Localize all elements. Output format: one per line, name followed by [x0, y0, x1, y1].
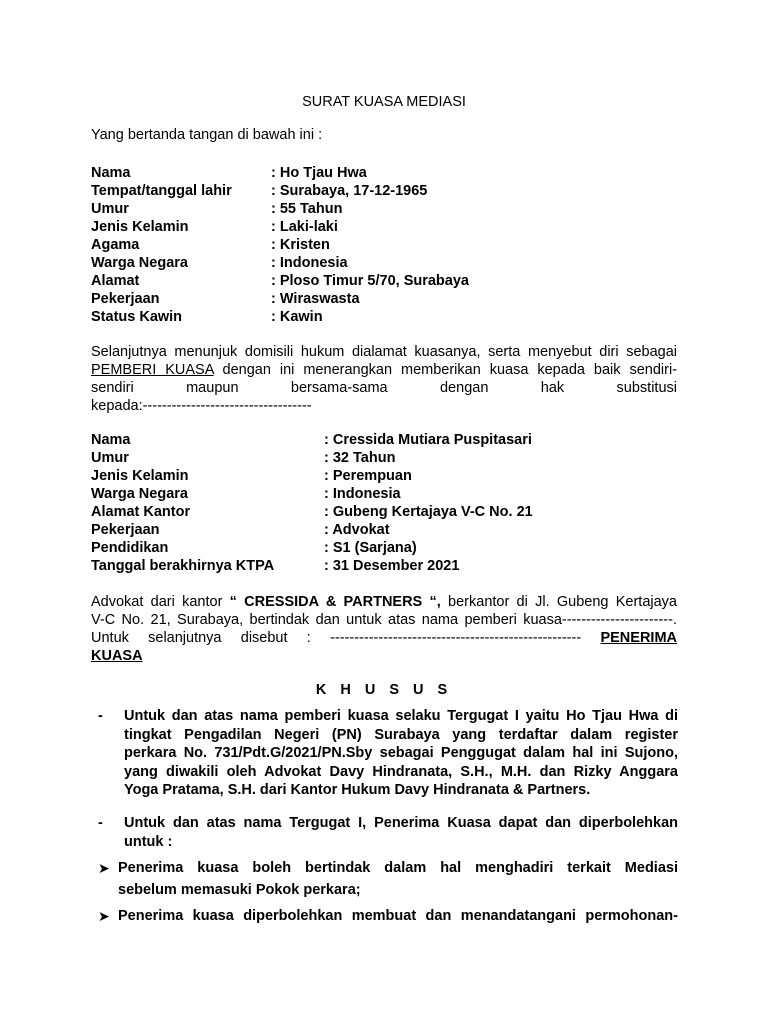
list-item-text — [118, 857, 678, 901]
penerima-kuasa-term: PENERIMA — [600, 630, 678, 646]
field-label: Warga Negara — [91, 255, 188, 271]
field-label: Alamat Kantor — [91, 504, 191, 520]
list-line: Untuk dan atas nama Tergugat I, Penerima Kuasa dapat dan diperbolehkan — [124, 815, 678, 831]
list-item-text — [118, 905, 678, 927]
list-line: sebelum memasuki Pokok perkara; — [118, 882, 361, 898]
identity-row — [91, 254, 691, 272]
identity-row — [91, 467, 691, 485]
field-label: Umur — [91, 450, 129, 466]
field-value: : Indonesia — [271, 255, 348, 271]
field-value: : Surabaya, 17-12-1965 — [271, 183, 428, 199]
paragraph-line: sendiri maupun bersama-sama dengan hak substitusi — [91, 380, 677, 396]
paragraph-line — [91, 593, 677, 611]
field-value: : Cressida Mutiara Puspitasari — [324, 432, 532, 448]
pemberi-kuasa-identity — [91, 164, 691, 326]
intro-text: Yang bertanda tangan di bawah ini : — [91, 127, 323, 143]
identity-row — [91, 449, 691, 467]
field-label: Nama — [91, 165, 131, 181]
identity-row — [91, 431, 691, 449]
identity-row — [91, 521, 691, 539]
paragraph-text: dengan ini menerangkan memberikan kuasa kepada baik sendiri- — [213, 362, 678, 378]
paragraph-text: berkantor di Jl. Gubeng Kertajaya — [440, 594, 677, 610]
list-line: Yoga Pratama, S.H. dari Kantor Hukum Davy Hindranata & Partners. — [124, 782, 591, 798]
paragraph-text: Advokat dari kantor — [91, 594, 230, 610]
arrow-list-item — [98, 905, 678, 927]
field-label: Agama — [91, 237, 140, 253]
dash-bullet: - — [98, 708, 103, 724]
field-value: : Gubeng Kertajaya V-C No. 21 — [324, 504, 533, 520]
field-label: Jenis Kelamin — [91, 468, 189, 484]
field-label: Pekerjaan — [91, 291, 160, 307]
pemberi-kuasa-term: PEMBERI KUASA — [91, 362, 214, 378]
arrow-bullet-icon: ➤ — [98, 908, 110, 924]
advokat-paragraph — [91, 593, 677, 665]
domisili-paragraph — [91, 343, 677, 415]
paragraph-line — [91, 629, 677, 647]
field-label: Warga Negara — [91, 486, 188, 502]
field-value: : Kristen — [271, 237, 330, 253]
firm-name: “ CRESSIDA & PARTNERS “, — [229, 594, 441, 610]
arrow-bullet-icon: ➤ — [98, 860, 110, 876]
identity-row — [91, 200, 691, 218]
field-label: Tempat/tanggal lahir — [91, 183, 232, 199]
field-label: Nama — [91, 432, 131, 448]
field-value: : 31 Desember 2021 — [324, 558, 460, 574]
field-value: : Kawin — [271, 309, 323, 325]
dash-list-item — [98, 707, 678, 800]
list-item-text — [124, 707, 678, 800]
field-label: Pekerjaan — [91, 522, 160, 538]
list-line: Penerima kuasa diperbolehkan membuat dan menandatangani permohonan- — [118, 908, 678, 924]
paragraph-line: kepada:----------------------------------- — [91, 398, 312, 414]
field-value: : Advokat — [324, 522, 390, 538]
identity-row — [91, 236, 691, 254]
list-line: tingkat Pengadilan Negeri (PN) Surabaya yang terdaftar dalam register — [124, 726, 678, 743]
field-value: : Ho Tjau Hwa — [271, 165, 367, 181]
field-label: Pendidikan — [91, 540, 169, 556]
paragraph-line — [91, 361, 677, 379]
field-label: Status Kawin — [91, 309, 183, 325]
field-label: Alamat — [91, 273, 140, 289]
field-value: : Perempuan — [324, 468, 412, 484]
identity-row — [91, 272, 691, 290]
identity-row — [91, 557, 691, 575]
identity-row — [91, 539, 691, 557]
penerima-kuasa-identity — [91, 431, 691, 575]
list-item-text — [124, 814, 678, 851]
list-line: Untuk dan atas nama pemberi kuasa selaku Tergugat I yaitu Ho Tjau Hwa di — [124, 708, 678, 724]
identity-row — [91, 164, 691, 182]
arrow-list-item — [98, 857, 678, 901]
document-title: SURAT KUASA MEDIASI — [302, 94, 466, 110]
identity-row — [91, 485, 691, 503]
field-value: : S1 (Sarjana) — [324, 540, 417, 556]
list-line: yang diwakili oleh Advokat Davy Hindranata, S.H., M.H. dan Rizky Anggara — [124, 763, 678, 780]
list-line: perkara No. 731/Pdt.G/2021/PN.Sby sebagai Penggugat dalam hal ini Sujono, — [124, 745, 678, 761]
field-label: Umur — [91, 201, 129, 217]
field-value: : Indonesia — [324, 486, 401, 502]
field-label: Tanggal berakhirnya KTPA — [91, 558, 275, 574]
field-value: : 55 Tahun — [271, 201, 343, 217]
field-value: : 32 Tahun — [324, 450, 396, 466]
identity-row — [91, 503, 691, 521]
field-value: : Wiraswasta — [271, 291, 360, 307]
paragraph-line: V-C No. 21, Surabaya, bertindak dan untuk atas nama pemberi kuasa-----------------------. — [91, 612, 677, 628]
identity-row — [91, 308, 691, 326]
penerima-kuasa-term: KUASA — [91, 648, 143, 664]
dash-bullet: - — [98, 815, 103, 831]
field-value: : Ploso Timur 5/70, Surabaya — [271, 273, 469, 289]
identity-row — [91, 182, 691, 200]
dash-list-item — [98, 814, 678, 851]
list-line: Penerima kuasa boleh bertindak dalam hal menghadiri terkait Mediasi — [118, 860, 678, 876]
list-line: untuk : — [124, 833, 173, 850]
field-label: Jenis Kelamin — [91, 219, 189, 235]
paragraph-line: Selanjutnya menunjuk domisili hukum dialamat kuasanya, serta menyebut diri sebagai — [91, 344, 677, 360]
khusus-heading: K H U S U S — [315, 682, 453, 698]
identity-row — [91, 290, 691, 308]
paragraph-text: Untuk selanjutnya disebut : ---------------------------------------------------- — [91, 630, 582, 646]
identity-row — [91, 218, 691, 236]
field-value: : Laki-laki — [271, 219, 338, 235]
